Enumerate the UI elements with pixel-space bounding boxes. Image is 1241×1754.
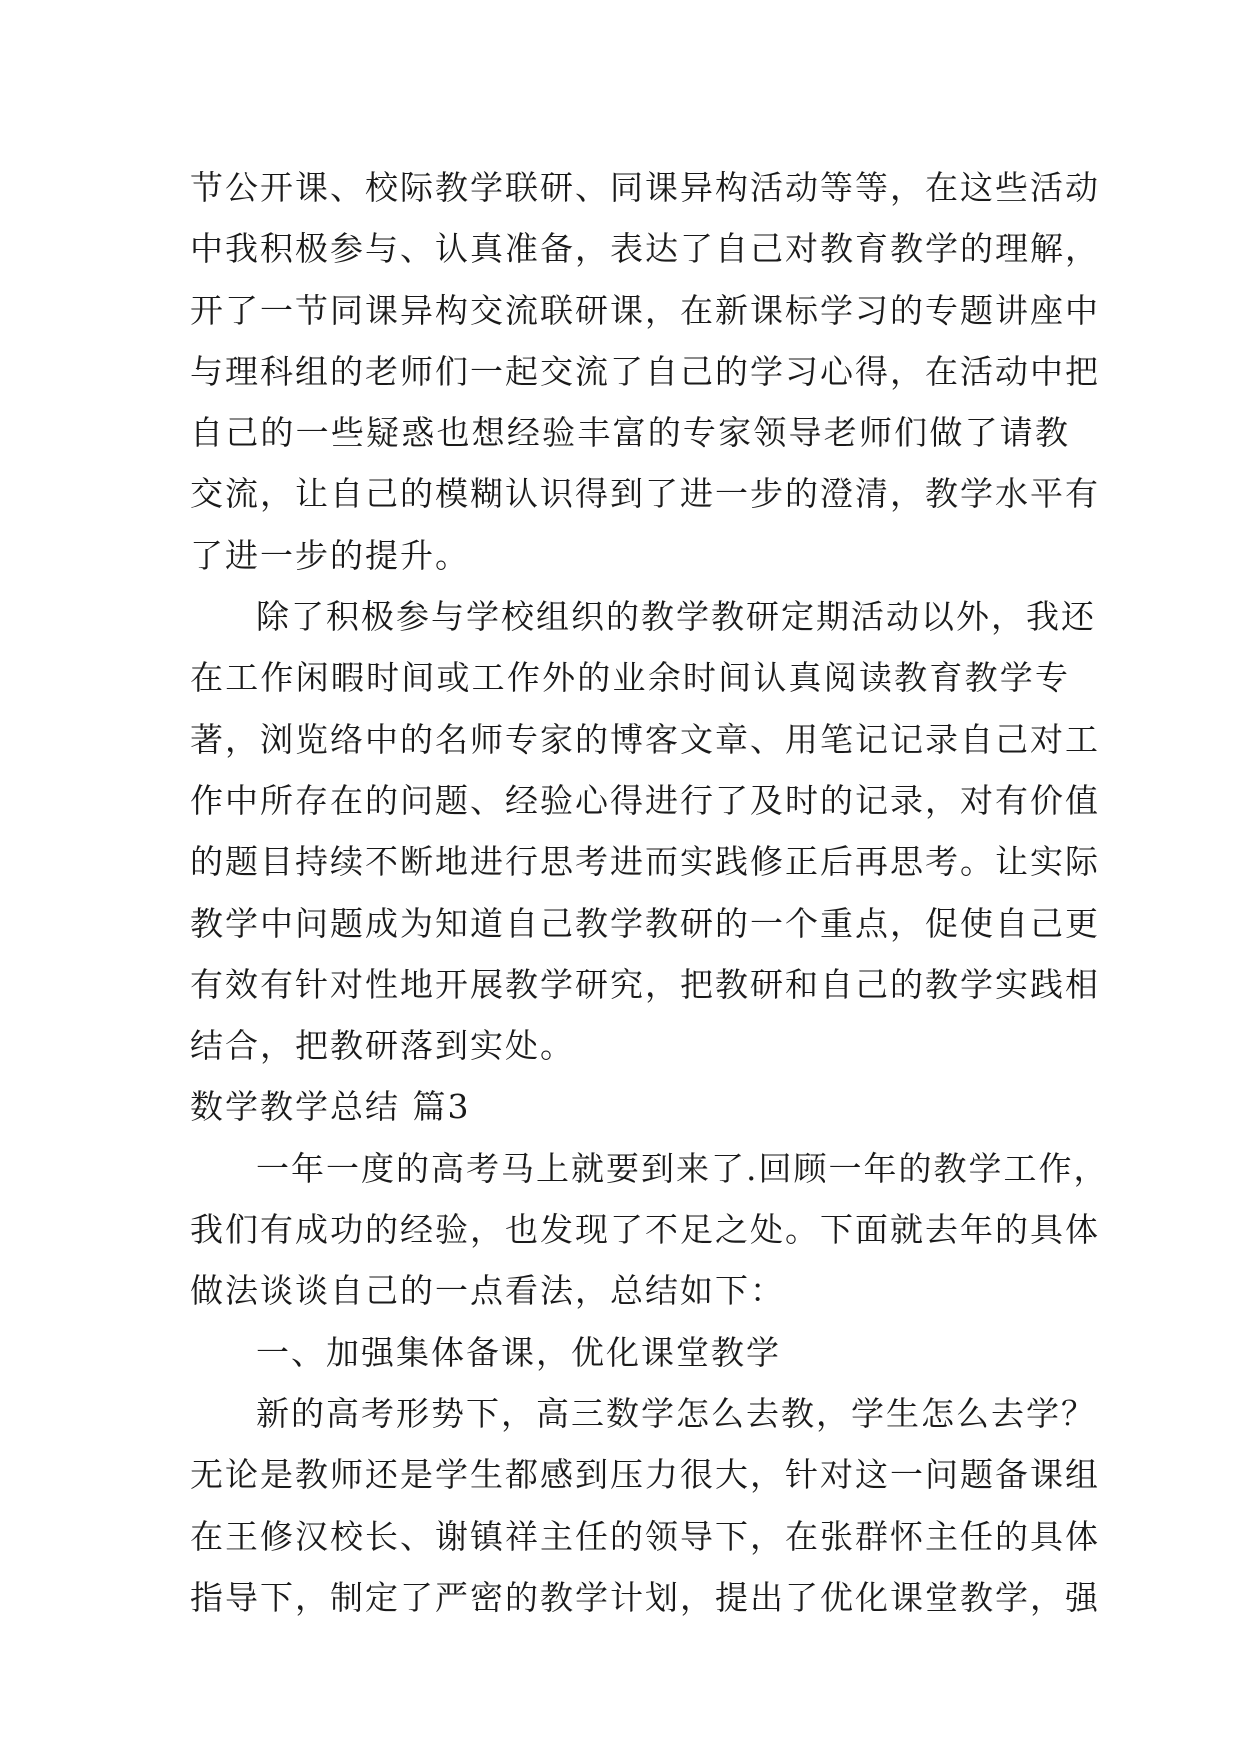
- text-line: 我们有成功的经验，也发现了不足之处。下面就去年的具体: [190, 1210, 1100, 1250]
- paragraph: [190, 157, 1100, 586]
- text-line: 做法谈谈自己的一点看法，总结如下：: [190, 1271, 785, 1311]
- text-line: 的题目持续不断地进行思考进而实践修正后再思考。让实际: [190, 842, 1100, 882]
- text-line: 除了积极参与学校组织的教学教研定期活动以外，我还: [256, 597, 1096, 637]
- text-line: 有效有针对性地开展教学研究，把教研和自己的教学实践相: [190, 964, 1100, 1004]
- document-body: [190, 157, 1109, 1628]
- paragraph: [190, 586, 1100, 1076]
- text-line: 交流，让自己的模糊认识得到了进一步的澄清，教学水平有: [190, 474, 1100, 514]
- text-line: 一年一度的高考马上就要到来了.回顾一年的教学工作，: [256, 1148, 1109, 1188]
- text-line: 与理科组的老师们一起交流了自己的学习心得，在活动中把: [190, 351, 1100, 391]
- text-line: 著，浏览络中的名师专家的博客文章、用笔记记录自己对工: [190, 719, 1100, 759]
- text-line: 教学中问题成为知道自己教学教研的一个重点，促使自己更: [190, 903, 1100, 943]
- text-line: 结合，把教研落到实处。: [190, 1026, 575, 1066]
- text-line: 自己的一些疑惑也想经验丰富的专家领导老师们做了请教: [190, 413, 1070, 453]
- text-line: 作中所存在的问题、经验心得进行了及时的记录，对有价值: [190, 780, 1100, 820]
- subsection-heading: [190, 1322, 1070, 1383]
- text-line: 指导下，制定了严密的教学计划，提出了优化课堂教学，强: [190, 1577, 1100, 1617]
- text-line: 无论是教师还是学生都感到压力很大，针对这一问题备课组: [190, 1455, 1100, 1495]
- text-line: 在王修汉校长、谢镇祥主任的领导下，在张群怀主任的具体: [190, 1516, 1100, 1556]
- text-line: 一、加强集体备课，优化课堂教学: [256, 1332, 781, 1372]
- text-line: 了进一步的提升。: [190, 535, 470, 575]
- text-line: 新的高考形势下，高三数学怎么去教，学生怎么去学？: [256, 1393, 1096, 1433]
- heading-text: 数学教学总结 篇3: [190, 1087, 471, 1127]
- section-heading: [190, 1076, 1070, 1137]
- text-line: 开了一节同课异构交流联研课，在新课标学习的专题讲座中: [190, 290, 1100, 330]
- text-line: 中我积极参与、认真准备，表达了自己对教育教学的理解，: [190, 229, 1100, 269]
- paragraph: [190, 1138, 1109, 1322]
- text-line: 在工作闲暇时间或工作外的业余时间认真阅读教育教学专: [190, 658, 1070, 698]
- text-line: 节公开课、校际教学联研、同课异构活动等等，在这些活动: [190, 168, 1100, 207]
- paragraph: [190, 1383, 1100, 1628]
